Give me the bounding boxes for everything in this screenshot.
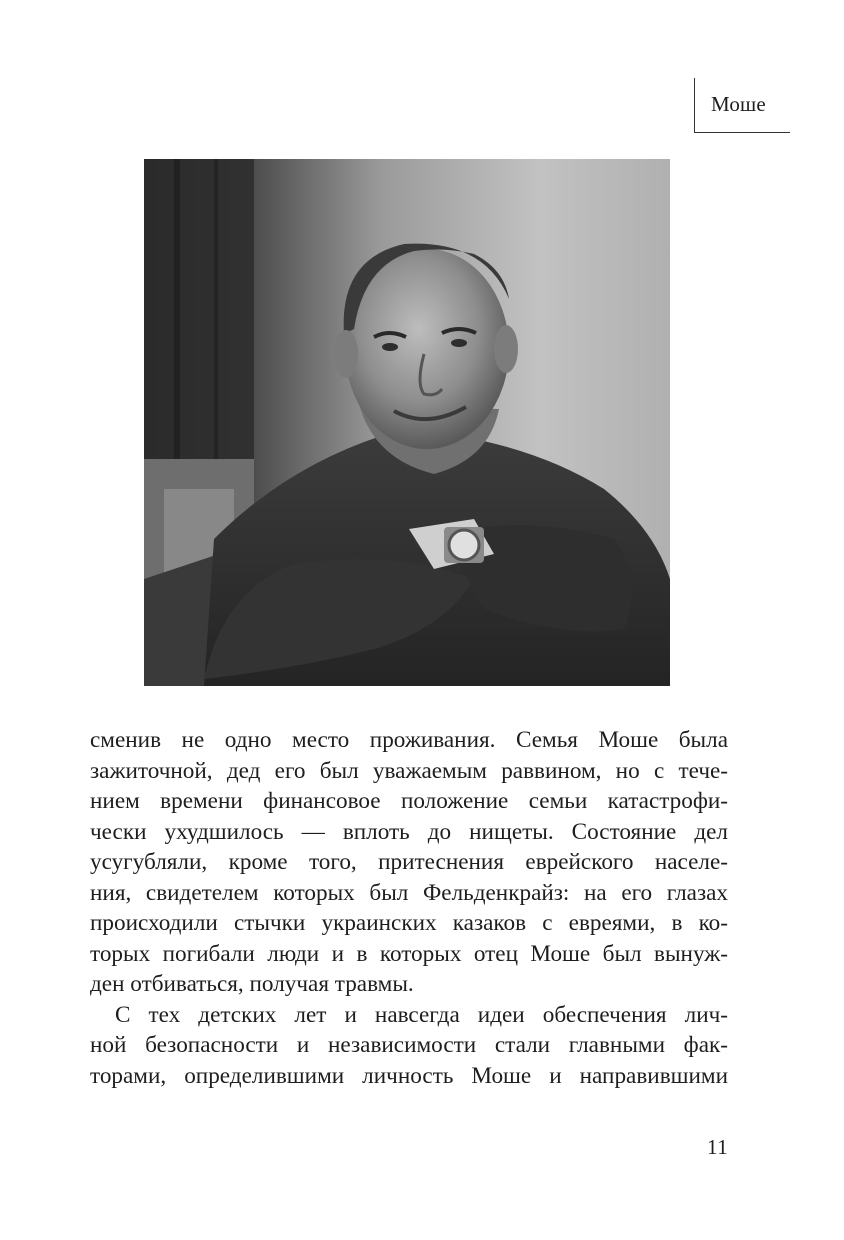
page-number: 11 xyxy=(707,1135,729,1159)
running-head xyxy=(694,78,790,133)
text-line: торых погибали люди и в которых отец Моше был вынуж- xyxy=(90,940,728,967)
text-line: ния, свидетелем которых был Фельденкрайз: на его глазах xyxy=(90,879,728,906)
text-line: нием времени финансовое положение семьи катастрофи- xyxy=(90,788,728,814)
text-line: усугубляли, кроме того, притеснения еврейского населе- xyxy=(90,849,728,875)
paragraph xyxy=(90,1000,728,1092)
text-line: С тех детских лет и навсегда идеи обеспечения лич- xyxy=(115,1001,728,1028)
paragraph xyxy=(90,725,728,1000)
body-text xyxy=(90,725,728,1091)
text-line: сменив не одно место проживания. Семья Моше была xyxy=(90,727,728,753)
text-line: ной безопасности и независимости стали главными фак- xyxy=(90,1032,728,1058)
running-head-title: Моше xyxy=(711,92,766,116)
text-line: ден отбиваться, получая травмы. xyxy=(90,971,414,997)
text-line: чески ухудшилось — вплоть до нищеты. Состояние дел xyxy=(90,818,728,845)
text-line: торами, определившими личность Моше и направившими xyxy=(90,1062,728,1089)
text-line: происходили стычки украинских казаков с евреями, в ко- xyxy=(90,910,728,936)
portrait-photo xyxy=(144,159,670,686)
text-line: зажиточной, дед его был уважаемым раввином, но с тече- xyxy=(90,757,728,784)
